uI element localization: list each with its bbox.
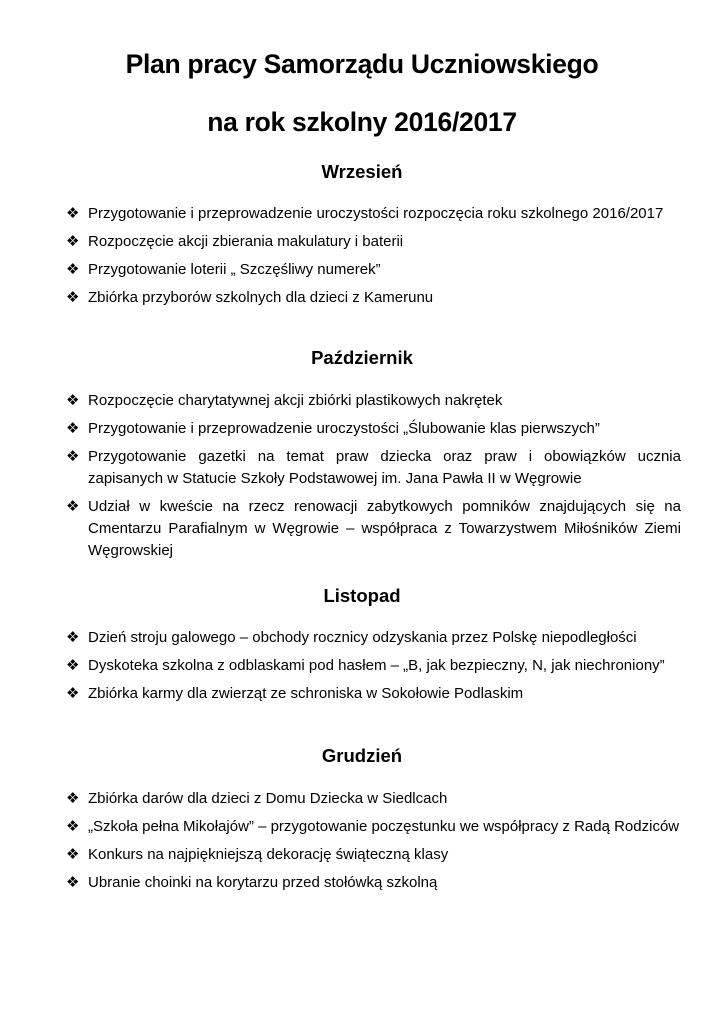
list-item-text: Rozpoczęcie charytatywnej akcji zbiórki plastikowych nakrętek [88,392,503,409]
list-item-text: Dyskoteka szkolna z odblaskami pod hasłem – „B, jak bezpieczny, N, jak niechroniony” [88,657,665,674]
document-title-line-1: Plan pracy Samorządu Uczniowskiego [125,49,599,79]
list-item [66,259,681,281]
list-item [66,683,681,705]
diamond-bullet-icon: ❖ [66,232,80,250]
section-heading-wrzesien: Wrzesień [321,161,403,182]
list-item-text: Rozpoczęcie akcji zbierania makulatury i baterii [88,233,404,250]
list-item [66,844,681,866]
list-item-text: Zbiórka karmy dla zwierząt ze schroniska w Sokołowie Podlaskim [88,685,524,702]
list-item [66,418,681,440]
list-item [66,287,681,309]
diamond-bullet-icon: ❖ [66,288,80,306]
section-list-pazdziernik [66,390,681,562]
diamond-bullet-icon: ❖ [66,497,80,515]
list-item-text: Udział w kweście na rzecz renowacji zabytkowych pomników znajdujących się na Cmentarzu Parafialnym w Węgrowie – współpraca z Towarzystwem Miłośników Ziemi Węgrowskiej [88,498,681,559]
list-item [66,231,681,253]
diamond-bullet-icon: ❖ [66,628,80,646]
section-list-wrzesien [66,203,681,309]
list-item-text: Konkurs na najpiękniejszą dekorację świąteczną klasy [88,846,449,863]
list-item [66,655,681,677]
list-item-text: Przygotowanie i przeprowadzenie uroczystości „Ślubowanie klas pierwszych” [88,420,600,437]
diamond-bullet-icon: ❖ [66,656,80,674]
diamond-bullet-icon: ❖ [66,873,80,891]
diamond-bullet-icon: ❖ [66,684,80,702]
list-item [66,872,681,894]
document-title-line-2: na rok szkolny 2016/2017 [207,107,517,137]
list-item-text: Ubranie choinki na korytarzu przed stołówką szkolną [88,874,438,891]
section-heading-grudzien: Grudzień [321,745,403,766]
list-item [66,203,681,225]
diamond-bullet-icon: ❖ [66,845,80,863]
list-item-text: Zbiórka przyborów szkolnych dla dzieci z Kamerunu [88,289,434,306]
section-list-grudzien [66,788,681,894]
diamond-bullet-icon: ❖ [66,391,80,409]
section-list-listopad [66,627,681,705]
list-item-text: Przygotowanie loterii „ Szczęśliwy numerek” [88,261,381,278]
list-item [66,816,681,838]
list-item [66,496,681,562]
diamond-bullet-icon: ❖ [66,260,80,278]
section-heading-listopad: Listopad [323,585,401,606]
diamond-bullet-icon: ❖ [66,204,80,222]
list-item-text: Przygotowanie gazetki na temat praw dziecka oraz praw i obowiązków ucznia zapisanych w Statucie Szkoły Podstawowej im. Jana Pawła II w Węgrowie [88,448,681,487]
diamond-bullet-icon: ❖ [66,447,80,465]
diamond-bullet-icon: ❖ [66,817,80,835]
list-item [66,788,681,810]
list-item [66,446,681,490]
list-item [66,627,681,649]
list-item-text: Zbiórka darów dla dzieci z Domu Dziecka w Siedlcach [88,790,448,807]
list-item-text: „Szkoła pełna Mikołajów” – przygotowanie poczęstunku we współpracy z Radą Rodziców [88,818,680,835]
list-item [66,390,681,412]
diamond-bullet-icon: ❖ [66,419,80,437]
section-heading-pazdziernik: Październik [311,347,413,368]
list-item-text: Dzień stroju galowego – obchody rocznicy odzyskania przez Polskę niepodległości [88,629,637,646]
diamond-bullet-icon: ❖ [66,789,80,807]
list-item-text: Przygotowanie i przeprowadzenie uroczystości rozpoczęcia roku szkolnego 2016/2017 [88,205,664,222]
